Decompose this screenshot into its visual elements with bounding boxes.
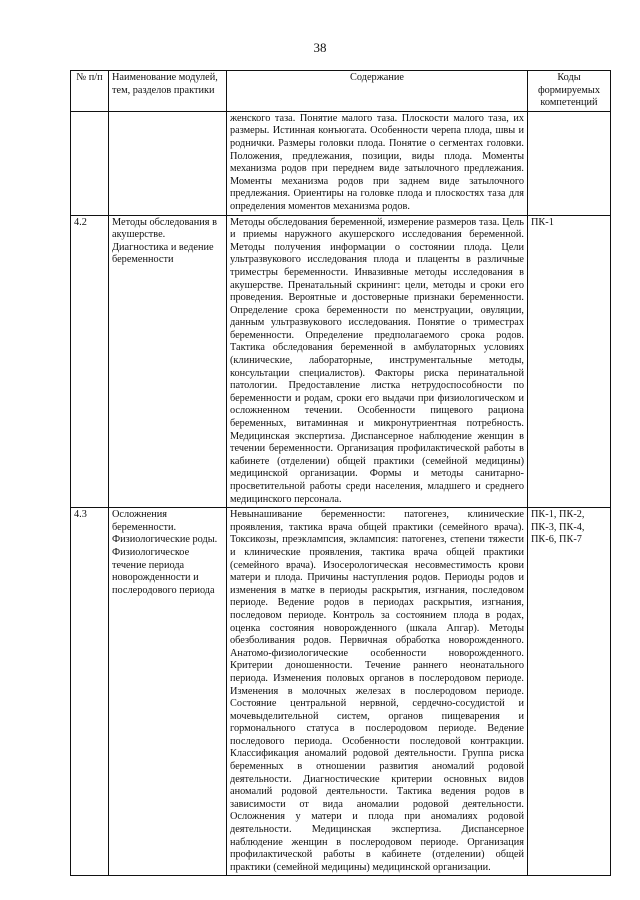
page-number: 38 [313,40,327,55]
row-num [71,111,109,215]
row-name [109,111,227,215]
row-name: Осложнения беременности. Физиологические роды. Физиологическое течение периода новорожденности и послеродового периода [109,508,227,876]
table-row [71,111,611,215]
table-row [71,215,611,508]
table-row [71,508,611,876]
header-content: Содержание [227,71,528,112]
header-name: Наименование модулей, тем, разделов практики [109,71,227,112]
curriculum-table [70,70,611,876]
row-content: Невынашивание беременности: патогенез, клинические проявления, тактика врача общей практики (семейного врача). Токсикозы, преэклампсия, эклампсия: патогенез, степени тяжести и клинические проявления, тактика врача общей практики (семейного врача). Изосерологическая несовместимость крови матери и плода. Причины наступления родов. Периоды родов и изменения в матке в периоды раскрытия, изгнания, последовом периоде. Ведение родов в периодах раскрытия, изгнания, последовом периоде. Контроль за состоянием плода в родах, оценка состояния новорожденного (шкала Апгар). Методы обезболивания родов. Первичная обработка новорожденного. Анатомо-физиологические особенности новорожденного. Критерии доношенности. Течение раннего неонатального периода. Изменения половых органов в послеродовом периоде. Изменения в молочных железах в послеродовом периоде. Состояние центральной нервной, сердечно-сосудистой и мочевыделительной систем, органов пищеварения и гормонального статуса в послеродовом периоде. Ведение последового периода. Особенности последовой контракции. Классификация аномалий родовой деятельности. Группа риска беременных в отношении развития аномалий родовой деятельности. Диагностические критерии основных видов аномалий родовой деятельности. Тактика ведения родов в зависимости от вида аномалии родовой деятельности. Осложнения у матери и плода при аномалиях родовой деятельности. Медицинская экспертиза. Диспансерное наблюдение женщин в послеродовом периоде. Организация профилактической работы в кабинете (отделении) общей практики (семейной медицины) медицинской организации. [227,508,528,876]
table-header-row [71,71,611,112]
row-num: 4.3 [71,508,109,876]
row-name: Методы обследования в акушерстве. Диагностика и ведение беременности [109,215,227,508]
header-num: № п/п [71,71,109,112]
row-codes [528,111,611,215]
header-codes: Коды формируемых компетенций [528,71,611,112]
row-num: 4.2 [71,215,109,508]
row-content: женского таза. Понятие малого таза. Плоскости малого таза, их размеры. Истинная конъюгата. Особенности черепа плода, швы и роднички. Размеры головки плода. Понятие о сегментах головки. Положения, предлежания, позиции, виды плода. Моменты механизма родов при переднем виде затылочного предлежания. Моменты механизма родов при заднем виде затылочного предлежания. Ориентиры на головке плода и плоскостях таза для определения моментов механизма родов. [227,111,528,215]
row-codes: ПК-1, ПК-2, ПК-3, ПК-4, ПК-6, ПК-7 [528,508,611,876]
row-codes: ПК-1 [528,215,611,508]
row-content: Методы обследования беременной, измерение размеров таза. Цель и приемы наружного акушерского исследования беременной. Методы получения информации о состоянии плода. Цели ультразвукового исследования плода и плаценты в различные триместры беременности. Инвазивные методы исследования в акушерстве. Пренатальный скрининг: цели, методы и сроки его проведения. Вероятные и достоверные признаки беременности. Определение срока беременности по менструации, овуляции, данным ультразвукового исследования. Понятие о триместрах беременности. Определение предполагаемого срока родов. Тактика обследования беременной в амбулаторных условиях (клинические, лабораторные, инструментальные методы, консультации специалистов). Факторы риска перинатальной патологии. Предоставление листка нетрудоспособности по беременности и родам, сроки его выдачи при физиологическом и осложненном течении. Особенности пищевого рациона беременных, витаминная и микронутриентная потребность. Медицинская экспертиза. Диспансерное наблюдение женщин в течении беременности. Организация профилактической работы в кабинете (отделении) общей практики (семейной медицины) медицинской организации. Формы и методы санитарно-просветительной работы среди населения, младшего и среднего медицинского персонала. [227,215,528,508]
